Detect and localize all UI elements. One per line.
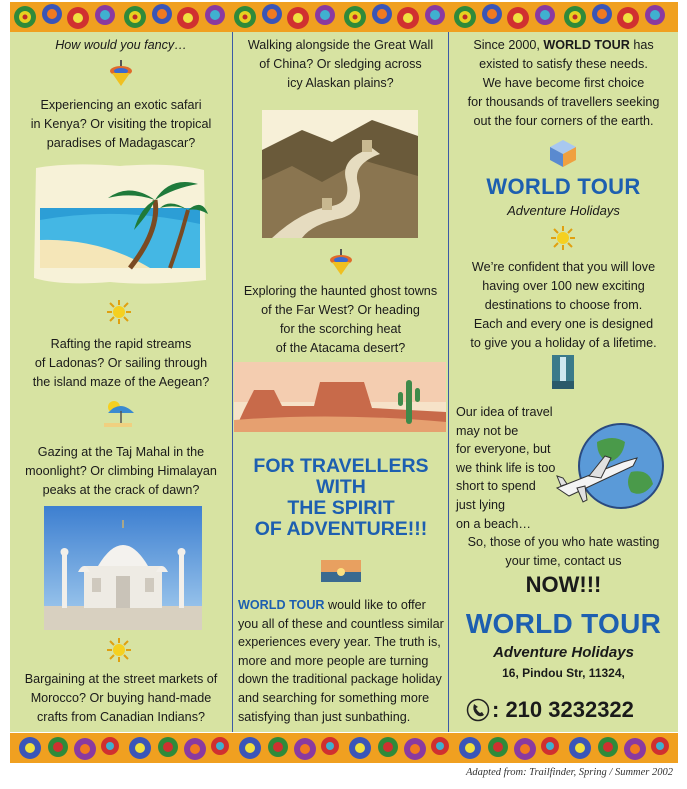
- beach-umbrella-icon: [100, 393, 136, 429]
- sun-icon: [106, 299, 132, 325]
- spinning-top-icon: [326, 247, 356, 277]
- paragraph-great-wall: Walking alongside the Great Wall of China? Or sledging across icy Alaskan plains?: [247, 38, 434, 90]
- paragraph-far-west: Exploring the haunted ghost towns of the Far West? Or heading for the scorching heat of the Atacama desert?: [243, 284, 438, 355]
- cube-icon: [548, 138, 578, 168]
- sun-icon: [106, 637, 132, 663]
- globe-airplane-illustration: [553, 418, 671, 518]
- paragraph-contact-us: So, those of you who hate wasting your time, contact us: [467, 535, 660, 568]
- sunset-thumbnail: [321, 560, 361, 582]
- intro-question: How would you fancy…: [55, 38, 187, 52]
- phone-line: [466, 696, 666, 724]
- column-divider: [232, 32, 233, 732]
- brand-world-tour-large: WORLD TOUR: [465, 608, 662, 639]
- paragraph-offer: WORLD TOUR would like to offer you all of these and countless similar experiences every year. The truth is, more and more people are turning down the traditional package holiday and searching for something more satisfying than just sunbathing.: [238, 598, 444, 724]
- great-wall-photo: [262, 110, 418, 238]
- brand-tagline: Adventure Holidays: [507, 203, 620, 218]
- source-caption: Adapted from: Trailfinder, Spring / Summer 2002: [466, 767, 673, 778]
- swirl-pattern: [10, 733, 678, 763]
- brand-tagline-large: Adventure Holidays: [493, 644, 634, 661]
- now-callout: NOW!!!: [525, 572, 602, 597]
- sun-icon: [550, 225, 576, 251]
- paragraph-destinations: We’re confident that you will love having over 100 new exciting destinations to choose from. Each and every one is designed to give you a holiday of a lifetime.: [470, 260, 657, 350]
- address: 16, Pindou Str, 11324,: [502, 666, 625, 680]
- waterfall-thumbnail: [552, 355, 574, 389]
- paragraph-kenya: Experiencing an exotic safari in Kenya? Or visiting the tropical paradises of Madagascar?: [30, 98, 212, 150]
- paragraph-rafting: Rafting the rapid streams of Ladonas? Or sailing through the island maze of the Aegean?: [32, 337, 210, 389]
- spinning-top-icon: [106, 58, 136, 88]
- paragraph-taj-mahal: Gazing at the Taj Mahal in the moonlight? Or climbing Himalayan peaks at the crack of dawn?: [25, 445, 217, 497]
- beach-palm-illustration: [30, 160, 210, 288]
- swirl-pattern: [10, 2, 678, 32]
- decorative-border-bottom: [10, 733, 678, 763]
- phone-icon: [466, 698, 490, 722]
- decorative-border-top: [10, 2, 678, 32]
- phone-number: : 210 3232322: [492, 697, 634, 722]
- paragraph-since-2000: Since 2000, WORLD TOUR has existed to satisfy these needs. We have become first choice for thousands of travellers seeking out the four corners of the earth.: [467, 38, 660, 128]
- taj-mahal-photo: [44, 506, 202, 630]
- headline-spirit-of-adventure: FOR TRAVELLERS WITH THE SPIRIT OF ADVENTURE!!!: [253, 455, 429, 540]
- paragraph-morocco: Bargaining at the street markets of Morocco? Or buying hand-made crafts from Canadian Indians?: [24, 672, 218, 724]
- desert-illustration: [234, 362, 446, 432]
- paragraph-idea-of-travel: Our idea of travel may not be for everyone, but we think life is too short to spend just lying on a beach…: [456, 405, 556, 531]
- brand-world-tour: WORLD TOUR: [486, 174, 641, 199]
